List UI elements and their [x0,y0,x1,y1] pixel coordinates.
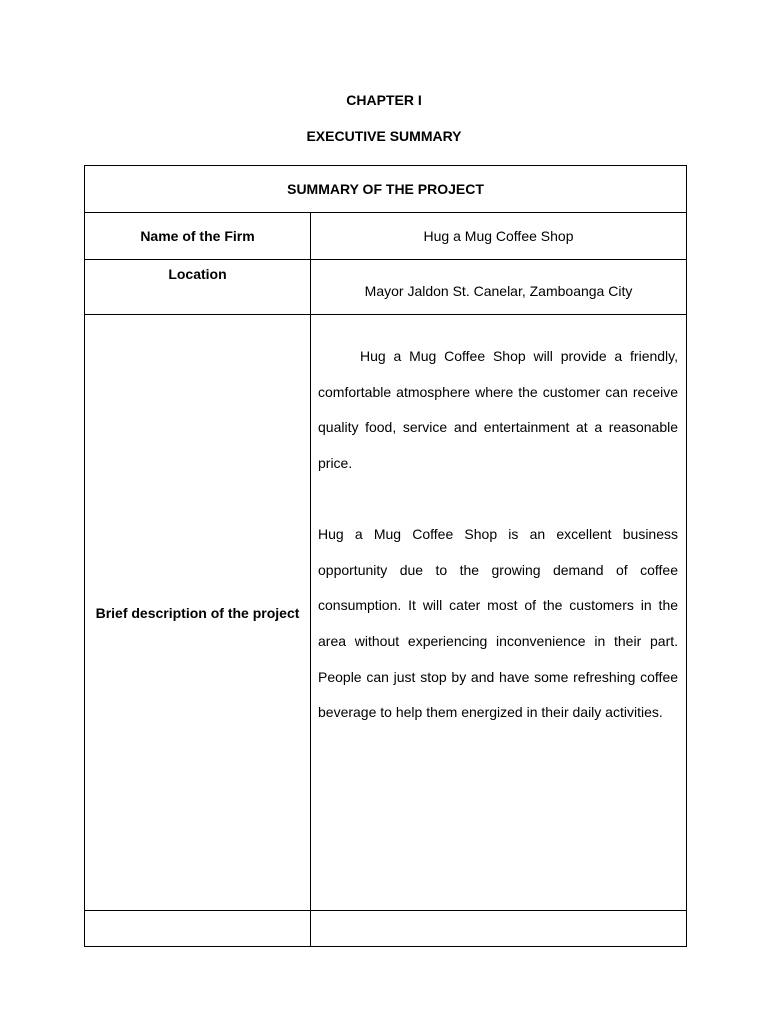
table-row [85,260,687,315]
section-title: EXECUTIVE SUMMARY [306,128,462,144]
table-row [85,315,687,911]
description-value [311,315,687,911]
table-header-row [85,166,687,213]
description-paragraph: Hug a Mug Coffee Shop is an excellent business opportunity due to the growing demand of coffee consumption. It will cater most of the customers in the area without experiencing inconvenience in their part. People can just stop by and have some refreshing coffee beverage to help them energized in their daily activities. [318,525,679,721]
empty-cell [85,911,311,947]
empty-cell [311,911,687,947]
description-paragraph: Hug a Mug Coffee Shop will provide a friendly, comfortable atmosphere where the customer can receive quality food, service and entertainment at a reasonable price. [318,348,679,472]
table-row-empty [85,911,687,947]
table-header: SUMMARY OF THE PROJECT [85,166,687,213]
firm-name-value: Hug a Mug Coffee Shop [311,213,687,260]
location-value: Mayor Jaldon St. Canelar, Zamboanga City [311,260,687,315]
chapter-heading: CHAPTER I [346,92,422,108]
description-label: Brief description of the project [85,315,311,911]
firm-name-label: Name of the Firm [85,213,311,260]
location-label: Location [85,260,311,315]
summary-table [84,165,687,947]
table-row [85,213,687,260]
